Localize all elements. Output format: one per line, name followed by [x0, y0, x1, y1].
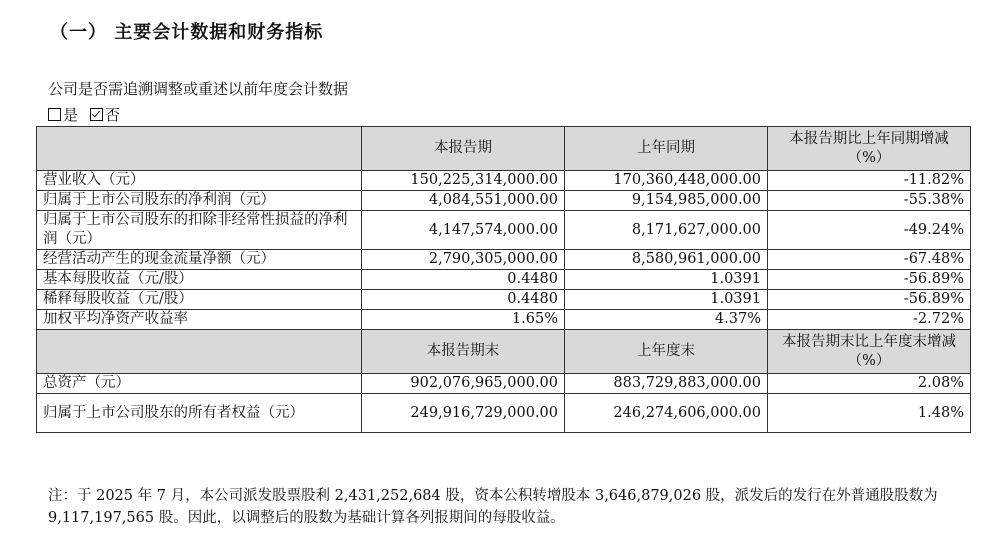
header-cell	[37, 127, 362, 171]
header-cell	[37, 330, 362, 374]
row-label: 基本每股收益（元/股）	[37, 270, 362, 290]
checkbox-unchecked-icon[interactable]	[48, 108, 61, 121]
table-row	[37, 394, 971, 433]
prior-value: 1.0391	[565, 270, 768, 290]
option-no[interactable]	[90, 104, 120, 125]
row-label: 归属于上市公司股东的净利润（元）	[37, 191, 362, 211]
change-value: -55.38%	[768, 191, 971, 211]
current-value: 0.4480	[362, 270, 565, 290]
table-header-period-end	[37, 330, 971, 374]
footnote: 注：于 2025 年 7 月，本公司派发股票股利 2,431,252,684 股，资本公积转增股本 3,646,879,026 股，派发后的发行在外普通股股数为 9,117,197,565 股。因此，以调整后的股数为基础计算各列报期间的每股收益。	[48, 488, 938, 526]
row-label: 营业收入（元）	[37, 171, 362, 191]
option-no-label: 否	[105, 106, 121, 124]
change-value: -2.72%	[768, 310, 971, 330]
current-value: 0.4480	[362, 290, 565, 310]
change-value: -56.89%	[768, 270, 971, 290]
table-row	[37, 290, 971, 310]
header-cell: 上年度末	[565, 330, 768, 374]
current-value: 1.65%	[362, 310, 565, 330]
prior-value: 883,729,883,000.00	[565, 374, 768, 394]
restatement-question: 公司是否需追溯调整或重述以前年度会计数据	[48, 80, 349, 98]
prior-value: 246,274,606,000.00	[565, 394, 768, 433]
current-value: 249,916,729,000.00	[362, 394, 565, 433]
table-row	[37, 211, 971, 250]
table-row	[37, 171, 971, 191]
row-label: 归属于上市公司股东的扣除非经常性损益的净利润（元）	[37, 211, 362, 250]
header-cell: 上年同期	[565, 127, 768, 171]
financial-indicators-table	[36, 126, 971, 433]
row-label: 加权平均净资产收益率	[37, 310, 362, 330]
current-value: 150,225,314,000.00	[362, 171, 565, 191]
header-cell: 本报告期比上年同期增减（%）	[768, 127, 971, 171]
header-cell: 本报告期	[362, 127, 565, 171]
restatement-options	[48, 104, 132, 125]
table-row	[37, 270, 971, 290]
current-value: 4,147,574,000.00	[362, 211, 565, 250]
change-value: -67.48%	[768, 250, 971, 270]
section-title: （一） 主要会计数据和财务指标	[50, 22, 324, 43]
checkbox-checked-icon[interactable]	[90, 108, 103, 121]
change-value: 1.48%	[768, 394, 971, 433]
header-cell: 本报告期末	[362, 330, 565, 374]
table-row	[37, 374, 971, 394]
header-cell: 本报告期末比上年度末增减（%）	[768, 330, 971, 374]
table-row	[37, 250, 971, 270]
option-yes[interactable]	[48, 104, 78, 125]
prior-value: 170,360,448,000.00	[565, 171, 768, 191]
change-value: -56.89%	[768, 290, 971, 310]
row-label: 总资产（元）	[37, 374, 362, 394]
table-row	[37, 191, 971, 211]
row-label: 归属于上市公司股东的所有者权益（元）	[37, 394, 362, 433]
current-value: 4,084,551,000.00	[362, 191, 565, 211]
table-row	[37, 310, 971, 330]
prior-value: 8,171,627,000.00	[565, 211, 768, 250]
prior-value: 4.37%	[565, 310, 768, 330]
row-label: 稀释每股收益（元/股）	[37, 290, 362, 310]
current-value: 2,790,305,000.00	[362, 250, 565, 270]
current-value: 902,076,965,000.00	[362, 374, 565, 394]
change-value: 2.08%	[768, 374, 971, 394]
change-value: -11.82%	[768, 171, 971, 191]
row-label: 经营活动产生的现金流量净额（元）	[37, 250, 362, 270]
prior-value: 8,580,961,000.00	[565, 250, 768, 270]
option-yes-label: 是	[63, 106, 79, 124]
prior-value: 9,154,985,000.00	[565, 191, 768, 211]
prior-value: 1.0391	[565, 290, 768, 310]
table-header-period	[37, 127, 971, 171]
change-value: -49.24%	[768, 211, 971, 250]
